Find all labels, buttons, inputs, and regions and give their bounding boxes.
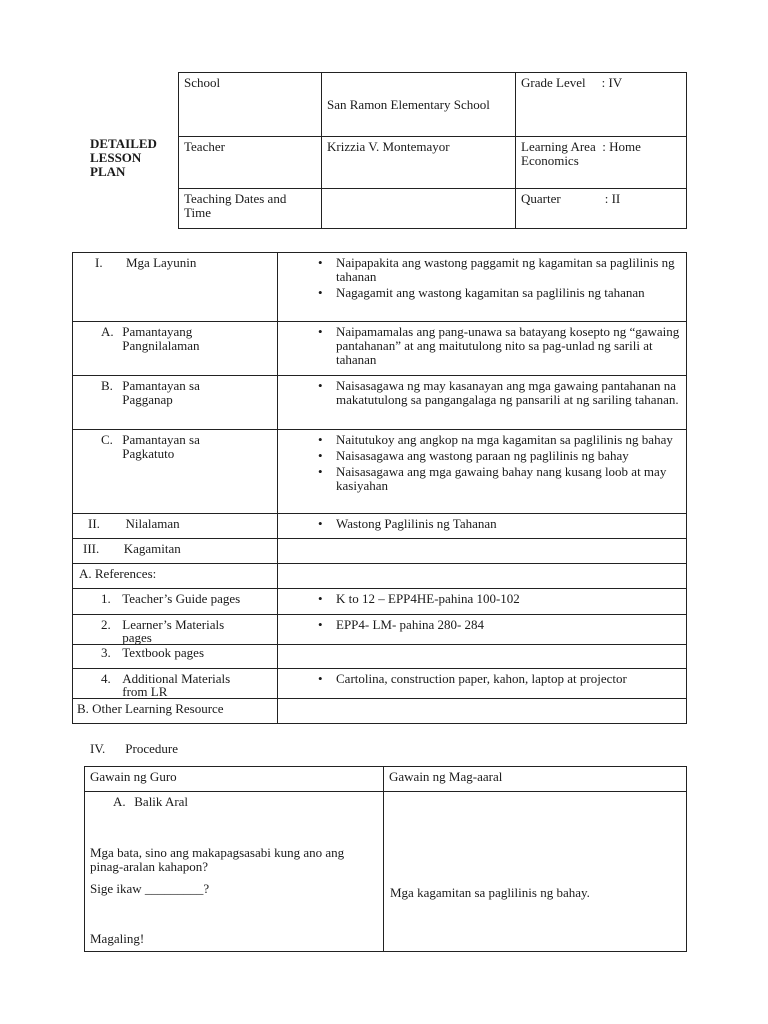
pagganap-list <box>308 379 681 407</box>
nilalaman-num: II. <box>88 516 100 531</box>
pangnilalaman-label-cell <box>73 322 278 376</box>
references-content-cell <box>278 564 687 589</box>
school-value-cell <box>322 73 516 137</box>
ref3-num: 3. <box>101 645 111 660</box>
list-item: • Naisasagawa ang mga gawaing bahay nang kusang loob at may kasiyahan <box>336 465 681 493</box>
table-row <box>73 564 687 589</box>
list-item: • Cartolina, construction paper, kahon, laptop at projector <box>336 672 681 686</box>
dates-value <box>322 189 515 192</box>
ref2-text: Learner’s Materials pages <box>122 617 225 645</box>
lm-content-cell <box>278 615 687 645</box>
list-item: • Wastong Paglilinis ng Tahanan <box>336 517 681 531</box>
school-label-cell <box>179 73 322 137</box>
layunin-label-cell <box>73 253 278 322</box>
teacher-prompt: Sige ikaw _________? <box>90 881 210 896</box>
nilalaman-content-cell <box>278 514 687 539</box>
quarter-cell <box>516 189 687 229</box>
teacher-question: Mga bata, sino ang makapagsasabi kung ano ang pinag-aralan kahapon? <box>90 845 345 874</box>
table-row <box>85 792 687 952</box>
kagamitan-num: III. <box>83 541 100 556</box>
ref4-text: Additional Materials from LR <box>122 671 231 699</box>
lm-label-cell <box>73 615 278 645</box>
pangnilalaman-list <box>308 325 681 367</box>
pagganap-label <box>73 376 277 407</box>
grade-label: Grade Level <box>521 75 586 90</box>
tg-content <box>278 589 686 606</box>
header-table <box>178 72 687 229</box>
kagamitan-text: Kagamitan <box>123 541 181 556</box>
additional-list <box>308 672 681 686</box>
tg-list <box>308 592 681 606</box>
nilalaman-list <box>308 517 681 531</box>
textbook-label-cell <box>73 645 278 669</box>
learning-area-value: : Home Economics <box>521 139 641 168</box>
a-num: A. <box>101 324 114 339</box>
pangnilalaman-label <box>73 322 277 353</box>
quarter <box>516 189 686 206</box>
list-item: • Naipapakita ang wastong paggamit ng kagamitan sa paglilinis ng tahanan <box>336 256 681 284</box>
balik-label: Balik Aral <box>134 794 189 809</box>
guro-activity-cell <box>85 792 384 952</box>
pagkatuto-label-cell <box>73 430 278 514</box>
table-row <box>73 669 687 699</box>
pangnilalaman-content <box>278 322 686 367</box>
school-value: San Ramon Elementary School <box>327 97 490 112</box>
other-resource-content-cell <box>278 699 687 724</box>
teacher-label: Teacher <box>184 139 225 154</box>
table-row <box>73 539 687 564</box>
b-num: B. <box>101 378 113 393</box>
learning-area <box>516 137 686 168</box>
pangnilalaman-content-cell <box>278 322 687 376</box>
nilalaman-content <box>278 514 686 531</box>
title-line-3: PLAN <box>90 164 126 179</box>
layunin-text: Mga Layunin <box>126 255 197 270</box>
list-item: • Naisasagawa ng may kasanayan ang mga gawaing pantahanan na makatutulong sa pangangalaga ng pansarili at ng sariling tahanan. <box>336 379 681 407</box>
col-magaaral-cell <box>384 767 687 792</box>
list-item: • EPP4- LM- pahina 280- 284 <box>336 618 681 632</box>
additional-content <box>278 669 686 686</box>
ref2-num: 2. <box>101 617 111 632</box>
procedure-label: Procedure <box>125 741 178 756</box>
references-label: A. References: <box>79 566 157 581</box>
layunin-content <box>278 253 686 300</box>
c-num: C. <box>101 432 113 447</box>
additional-label <box>73 669 277 698</box>
pagkatuto-label <box>73 430 277 461</box>
table-row <box>73 376 687 430</box>
quarter-label: Quarter <box>521 191 561 206</box>
table-row <box>73 615 687 645</box>
textbook-label <box>73 645 277 660</box>
kagamitan-label <box>73 539 277 556</box>
layunin-list <box>308 256 681 300</box>
table-row <box>73 322 687 376</box>
b-text: Pamantayan sa Pagganap <box>122 378 200 407</box>
learning-area-cell <box>516 137 687 189</box>
table-row <box>73 514 687 539</box>
student-answer: Mga kagamitan sa paglilinis ng bahay. <box>390 885 590 900</box>
document-title <box>90 137 170 179</box>
pagganap-content <box>278 376 686 407</box>
procedure-num: IV. <box>90 741 106 756</box>
table-row <box>73 253 687 322</box>
list-item: • Naipamamalas ang pang-unawa sa batayang kosepto ng “gawaing pantahanan” at ang maitutulong nito sa pag-unlad ng sarili at tahanan <box>336 325 681 367</box>
ref4-num: 4. <box>101 671 111 686</box>
col-guro-header: Gawain ng Guro <box>90 769 177 784</box>
procedure-table <box>84 766 687 952</box>
list-item: • K to 12 – EPP4HE-pahina 100-102 <box>336 592 681 606</box>
ref1-text: Teacher’s Guide pages <box>122 591 241 606</box>
nilalaman-text: Nilalaman <box>125 516 180 531</box>
ref1-num: 1. <box>101 591 111 606</box>
teacher-label-cell <box>179 137 322 189</box>
tg-label <box>73 589 277 606</box>
table-row <box>85 767 687 792</box>
additional-label-cell <box>73 669 278 699</box>
c-text: Pamantayan sa Pagkatuto <box>122 432 200 461</box>
grade-level <box>516 73 686 90</box>
layunin-label <box>73 253 277 270</box>
a-text: Pamantayang Pangnilalaman <box>122 324 200 353</box>
teacher-value-cell <box>322 137 516 189</box>
pagkatuto-content <box>278 430 686 493</box>
table-row <box>73 430 687 514</box>
magaaral-activity-cell <box>384 792 687 952</box>
lm-list <box>308 618 681 632</box>
pagkatuto-content-cell <box>278 430 687 514</box>
lesson-plan-table <box>72 252 687 724</box>
additional-content-cell <box>278 669 687 699</box>
magaaral-activity <box>384 792 686 950</box>
title-line-1: DETAILED <box>90 136 157 151</box>
pagganap-label-cell <box>73 376 278 430</box>
balik-aral-heading <box>113 795 188 809</box>
pagganap-content-cell <box>278 376 687 430</box>
list-item: • Naisasagawa ang wastong paraan ng paglilinis ng bahay <box>336 449 681 463</box>
nilalaman-label <box>73 514 277 531</box>
lm-content <box>278 615 686 632</box>
ref3-text: Textbook pages <box>122 645 205 660</box>
learning-area-label: Learning Area <box>521 139 596 154</box>
tg-label-cell <box>73 589 278 615</box>
teacher-praise: Magaling! <box>90 931 145 946</box>
references-label-cell <box>73 564 278 589</box>
col-magaaral-header: Gawain ng Mag-aaral <box>389 769 503 784</box>
nilalaman-label-cell <box>73 514 278 539</box>
layunin-content-cell <box>278 253 687 322</box>
lm-label <box>73 615 277 644</box>
guro-activity <box>85 792 383 950</box>
other-resource-label: B. Other Learning Resource <box>77 701 224 716</box>
table-row <box>73 699 687 724</box>
teacher-value: Krizzia V. Montemayor <box>327 139 450 154</box>
kagamitan-content-cell <box>278 539 687 564</box>
textbook-content-cell <box>278 645 687 669</box>
procedure-heading <box>90 742 178 756</box>
col-guro-cell <box>85 767 384 792</box>
quarter-value: : II <box>604 191 621 206</box>
list-item: • Naitutukoy ang angkop na mga kagamitan sa paglilinis ng bahay <box>336 433 681 447</box>
table-row <box>73 589 687 615</box>
school-label: School <box>184 75 221 90</box>
pagkatuto-list <box>308 433 681 493</box>
grade-cell <box>516 73 687 137</box>
other-resource-label-cell <box>73 699 278 724</box>
dates-value-cell <box>322 189 516 229</box>
tg-content-cell <box>278 589 687 615</box>
table-row <box>73 645 687 669</box>
layunin-num: I. <box>95 255 103 270</box>
balik-num: A. <box>113 794 126 809</box>
dates-label: Teaching Dates and Time <box>184 191 287 220</box>
list-item: • Nagagamit ang wastong kagamitan sa paglilinis ng tahanan <box>336 286 681 300</box>
kagamitan-label-cell <box>73 539 278 564</box>
title-line-2: LESSON <box>90 150 142 165</box>
grade-value: : IV <box>601 75 623 90</box>
dates-label-cell <box>179 189 322 229</box>
